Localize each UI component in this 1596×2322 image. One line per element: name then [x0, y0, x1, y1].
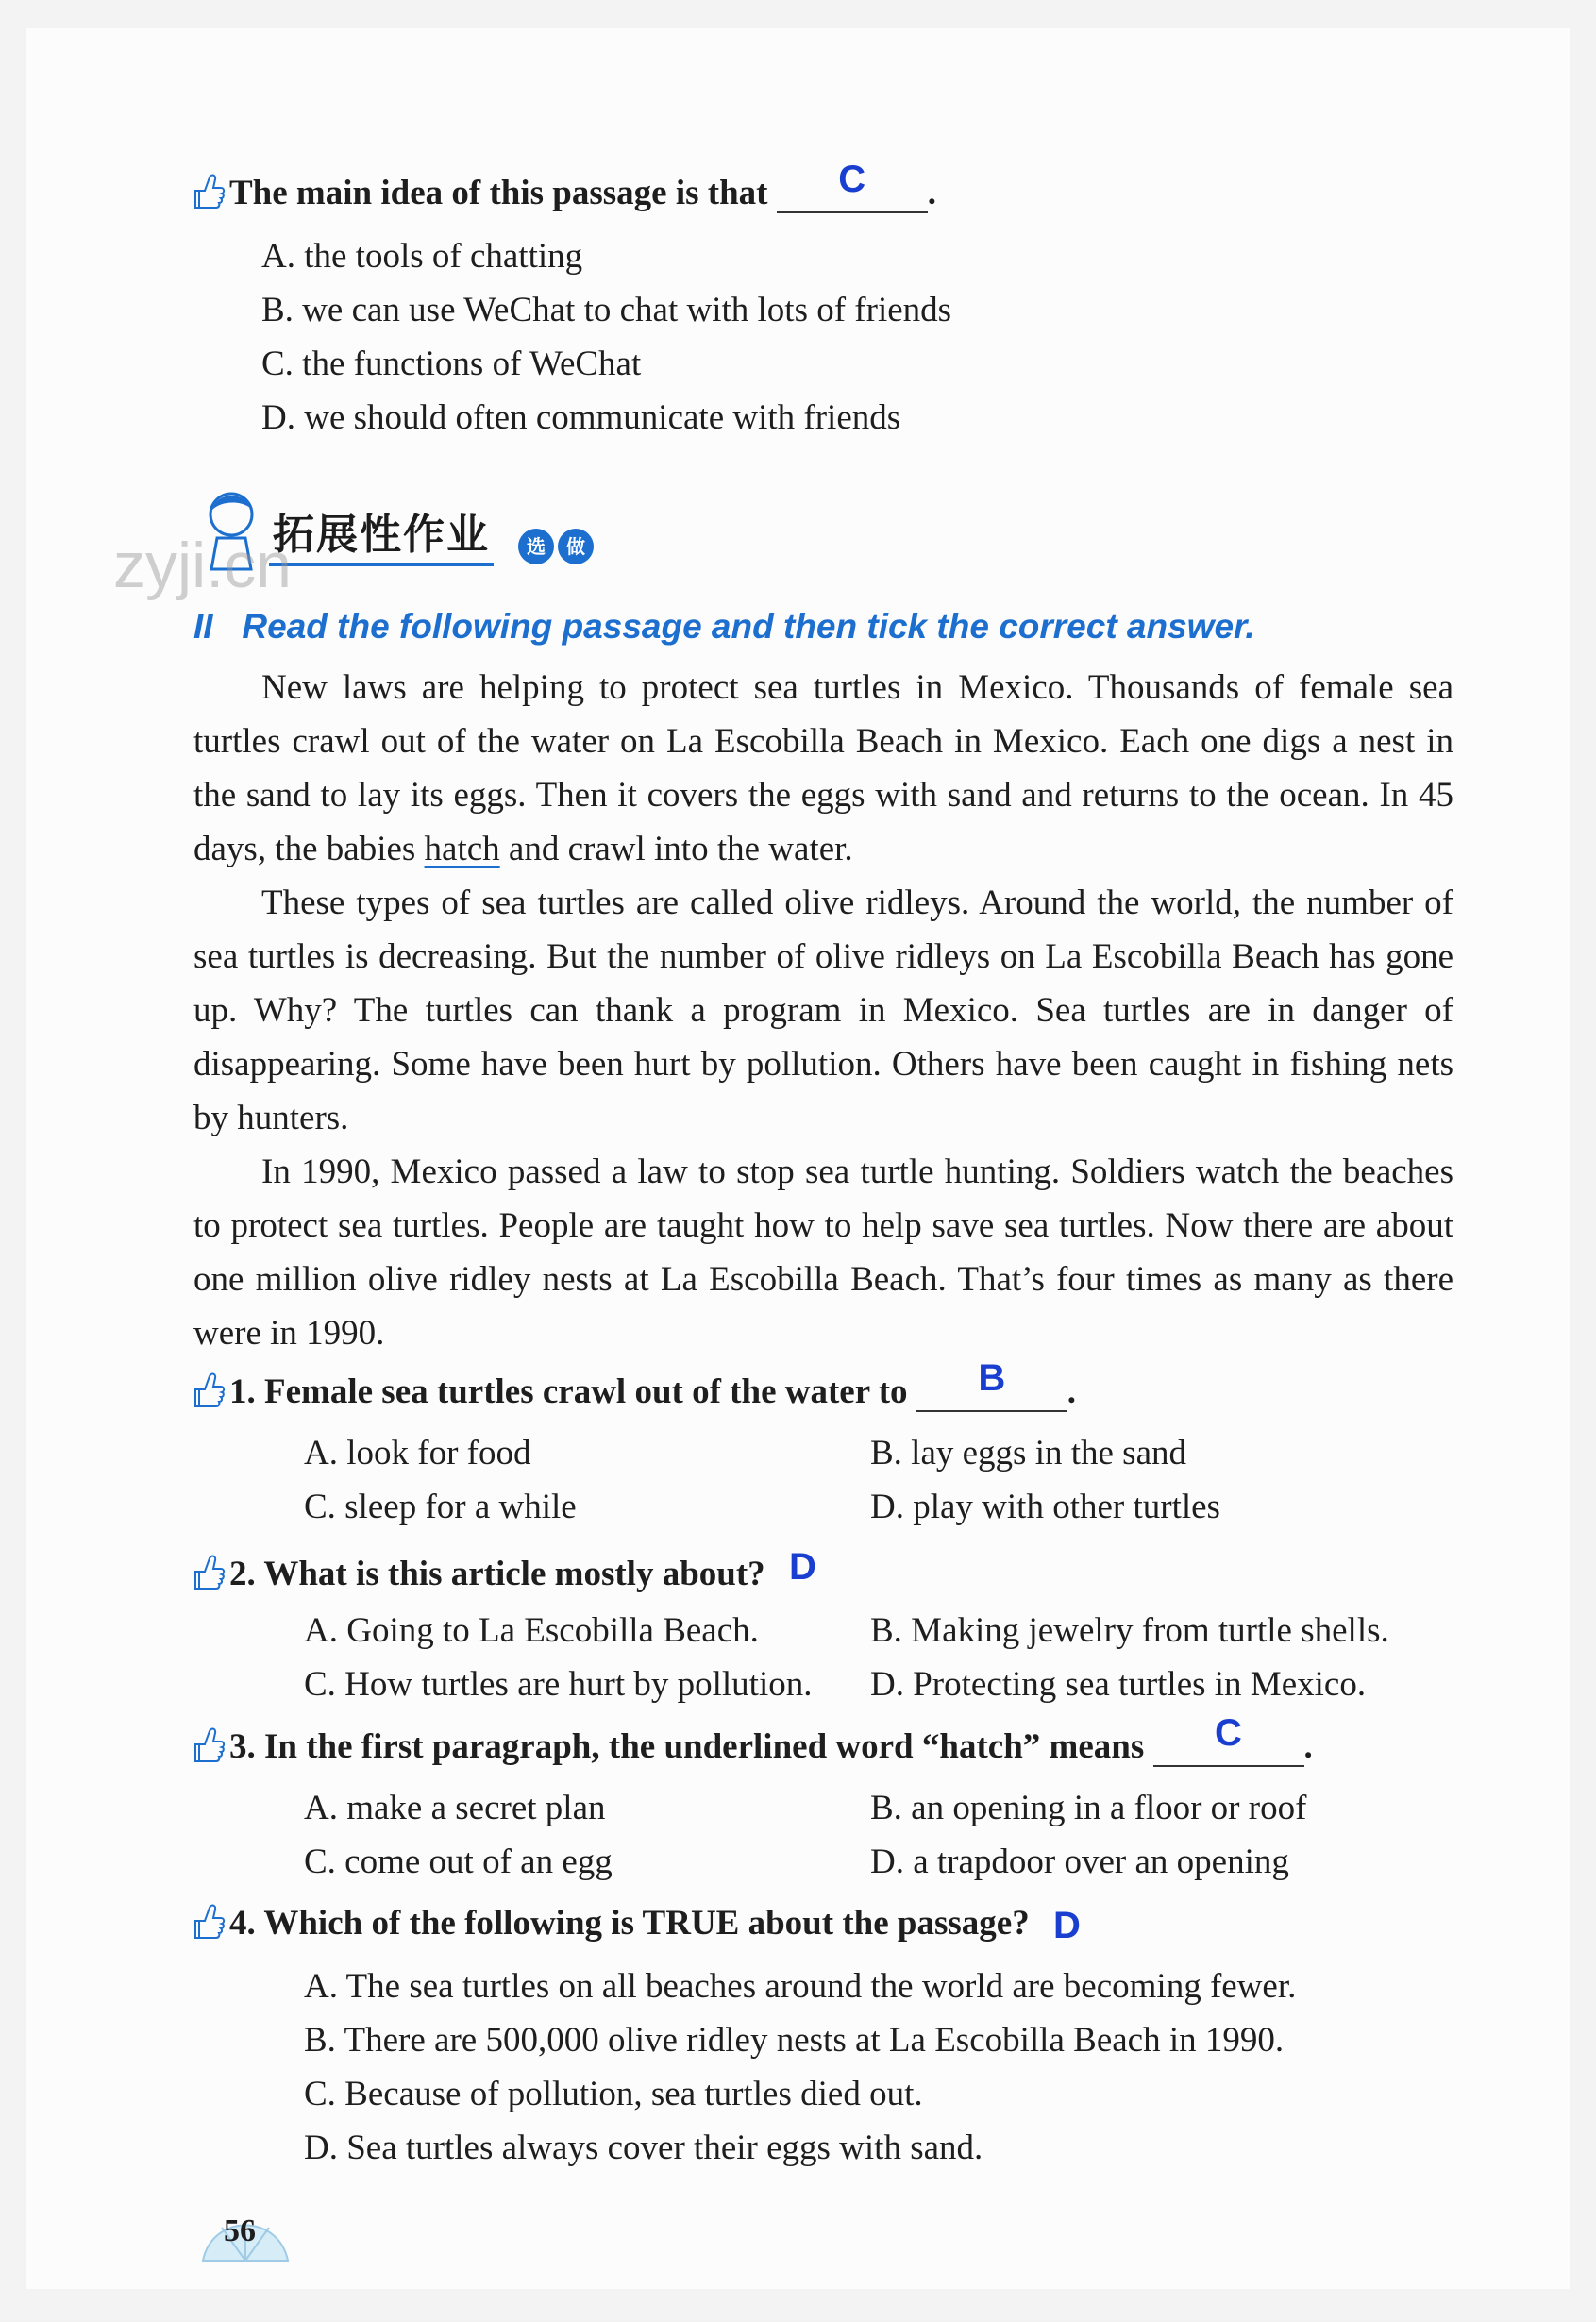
- option-b: B. we can use WeChat to chat with lots of friends: [261, 291, 952, 329]
- hand-pointer-icon: [193, 1902, 226, 1940]
- question-2: [193, 1546, 816, 1594]
- q2-option-a: A. Going to La Escobilla Beach.: [304, 1611, 759, 1650]
- question-4: [193, 1902, 1081, 1947]
- q1-option-b: B. lay eggs in the sand: [870, 1434, 1187, 1472]
- handwritten-answer: C: [838, 159, 866, 200]
- handwritten-answer: D: [1052, 1905, 1081, 1946]
- question-1: [193, 1357, 1077, 1412]
- handwritten-answer: B: [978, 1357, 1006, 1399]
- q2-option-b: B. Making jewelry from turtle shells.: [870, 1611, 1389, 1650]
- badge-do: 做: [558, 529, 594, 564]
- option-c: C. the functions of WeChat: [261, 345, 642, 383]
- underlined-word: hatch: [424, 830, 500, 868]
- option-d: D. we should often communicate with friends: [261, 398, 901, 437]
- q3-option-a: A. make a secret plan: [304, 1789, 606, 1827]
- instruction-numeral: II: [193, 607, 213, 646]
- hand-pointer-icon: [193, 172, 226, 210]
- q3-option-c: C. come out of an egg: [304, 1842, 613, 1881]
- handwritten-answer: D: [788, 1546, 816, 1588]
- hand-pointer-icon: [193, 1371, 226, 1408]
- q3-option-b: B. an opening in a floor or roof: [870, 1789, 1307, 1827]
- q1-option-c: C. sleep for a while: [304, 1488, 577, 1526]
- q4-option-a: A. The sea turtles on all beaches around the world are becoming fewer.: [304, 1967, 1297, 2006]
- answer-blank: [777, 159, 928, 213]
- q1-option-d: D. play with other turtles: [870, 1488, 1220, 1526]
- hand-pointer-icon: [193, 1725, 226, 1763]
- question-main-idea: [193, 159, 936, 213]
- q2-option-d: D. Protecting sea turtles in Mexico.: [870, 1665, 1367, 1704]
- badge-select: 选: [518, 529, 554, 564]
- watermark: zyji.cn: [113, 530, 292, 601]
- paragraph-2: These types of sea turtles are called olive ridleys. Around the world, the number of sea turtles is decreasing. But the number of olive ridleys on La Escobilla Beach has gone up. Why? The turtles can thank a program in Mexico. Sea turtles are in danger of disappearing. Some have been hurt by pollution. Others have been caught in fishing nets by hunters.: [193, 883, 1453, 1137]
- section-badges: [514, 529, 594, 564]
- question-text: 4. Which of the following is TRUE about the passage?: [229, 1904, 1030, 1943]
- q2-option-c: C. How turtles are hurt by pollution.: [304, 1665, 813, 1704]
- question-text: The main idea of this passage is that: [229, 174, 768, 212]
- instruction: [193, 607, 1255, 647]
- paragraph-3: In 1990, Mexico passed a law to stop sea turtle hunting. Soldiers watch the beaches to protect sea turtles. People are taught how to help save sea turtles. Now there are about one million olive ridley nests at La Escobilla Beach. That’s four times as many as there were in 1990.: [193, 1153, 1453, 1353]
- q1-option-a: A. look for food: [304, 1434, 531, 1472]
- option-a: A. the tools of chatting: [261, 237, 583, 276]
- answer-blank: [1153, 1712, 1304, 1767]
- question-end: .: [1303, 1727, 1313, 1766]
- question-end: .: [927, 174, 936, 212]
- question-end: .: [1067, 1372, 1077, 1411]
- answer-blank: [916, 1357, 1067, 1412]
- q4-option-b: B. There are 500,000 olive ridley nests at La Escobilla Beach in 1990.: [304, 2021, 1285, 2060]
- paragraph-1: [193, 661, 1453, 876]
- q4-option-d: D. Sea turtles always cover their eggs with sand.: [304, 2128, 983, 2167]
- reading-passage: [193, 661, 1453, 1360]
- page-number: 56: [224, 2213, 256, 2248]
- paragraph-1-end: and crawl into the water.: [499, 830, 853, 868]
- paragraph-1-text: New laws are helping to protect sea turtles in Mexico. Thousands of female sea turtles crawl out of the water on La Escobilla Beach in Mexico. Each one digs a nest in the sand to lay its eggs. Then it covers the eggs with sand and returns to the ocean. In 45 days, the babies: [193, 668, 1453, 868]
- question-3: [193, 1712, 1313, 1767]
- q4-option-c: C. Because of pollution, sea turtles died out.: [304, 2075, 923, 2113]
- q3-option-d: D. a trapdoor over an opening: [870, 1842, 1289, 1881]
- section-title: 拓展性作业: [269, 500, 494, 566]
- page-number-badge: [193, 2204, 297, 2270]
- hand-pointer-icon: [193, 1553, 226, 1590]
- question-text: 1. Female sea turtles crawl out of the water to: [229, 1372, 908, 1411]
- instruction-text: Read the following passage and then tick the correct answer.: [242, 607, 1255, 646]
- question-text: 2. What is this article mostly about?: [229, 1555, 765, 1593]
- handwritten-answer: C: [1215, 1712, 1242, 1754]
- question-text: 3. In the first paragraph, the underlined word “hatch” means: [229, 1727, 1145, 1766]
